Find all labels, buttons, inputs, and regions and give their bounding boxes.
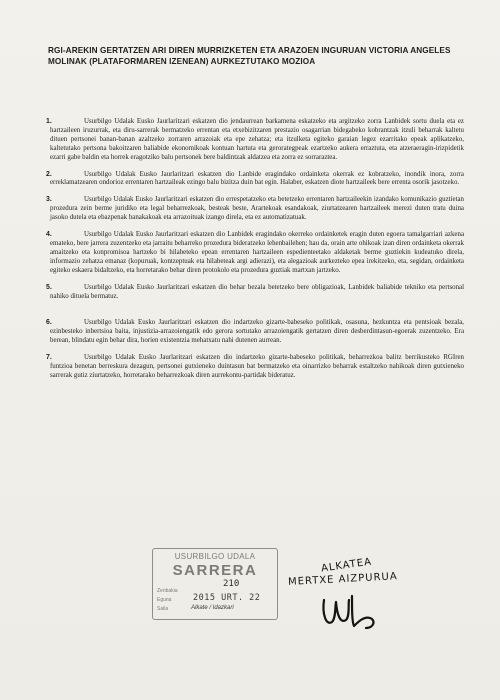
stamp-label: SARRERA (172, 562, 258, 579)
stamp-registry-number: 210 (223, 579, 240, 589)
stamp-date: 2015 URT. 22 (193, 593, 261, 603)
item-number: 5. (46, 283, 52, 291)
item-number: 7. (46, 354, 52, 362)
stamp-organization: USURBILGO UDALA (174, 552, 256, 561)
stamp-row-department: Saila (157, 606, 169, 612)
item-number: 2. (46, 170, 52, 178)
signature-mark (318, 592, 384, 634)
item-text: Usurbilgo Udalak Eusko Jaurlaritzari eskatzen dio indartzeko gizarte-babeseko politikak, osasuna, hezkuntza eta pentsioak bezala, ezinbesteko inbertsioa baita, injustizia-arrazoiengatik edo gerora sortutako arrazoiengatik gertatzen diren desberdintasun-egoerak zuzentzeko. Era berean, blindatu egin behar dira, horien existentzia mehatxatu nahi dutenen aurrean. (50, 319, 464, 345)
item-number: 3. (46, 196, 52, 204)
item-text: Usurbilgo Udalak Eusko Jaurlaritzari eskatzen dio Lanbide eragindako ordainketa okerrak ez kobratzeko, inondik inora, zorra erreklamatzearen ondorioz errentaren hartzaileak ezingo balu bizitza duin bat egin. Halaber, eskatzen diote hartzaileek bere errenta osorik jasotzeko. (50, 170, 464, 187)
stamp-row-number: Zenbakia (157, 588, 178, 594)
item-text: Usurbilgo Udalak Eusko Jaurlaritzari eskatzen dio jendaurrean barkamena eskatzeko eta argitzeko zorra Lanbidek sortu duela eta ez hartzaileen iruzurrak, eta diru-sarrerak bermatzeko errentan eta etxebizitzaren prestazio osagarrian bidegabeko kobrantzak itzuli beharrak kaltetu dituen pertsonei banan-banan azaltzeko zorraren arrazoiak eta epe zehatza; eta itzulketa egiteko garaian legez ezarritako epeak aplikatzeko, kaltetutako pertsona bakoitzaren baliabide ekonomikoak kontuan hartuta eta gerorategpeak ezartzeko aukera erraztuta, eta atzeraeragin-irizpidetik ezarri gabe baldin eta horrek eragotziko balu pertsonek bere baldintzak aldatzea eta zorra ez sorraraztea. (50, 118, 464, 161)
handwritten-role: ALKATEA (320, 556, 373, 575)
item-text: Usurbilgo Udalak Eusko Jaurlaritzari eskatzen dio indartzeko gizarte-babeseko politikak, beharrezkoa balitz berrikusteko RGIren funtzioa benetan berreskura dezagun, pertsonei gutxieneko duintasun bat bermatzeko eta oinarrizko beharrak estaltzeko nahikoak diren gutxieneko sarrerak gutiz ziurtatzeko, horretarako beharrezkoak diren aurrekontu-partidak bideratuz. (50, 354, 464, 379)
item-text: Usurbilgo Udalak Eusko Jaurlaritzari eskatzen dio Lanbidek eragindako okerreko ordainketek eragin duten egoera tamalgarriari azkena emateko, bere jarrera zuzentzeko eta jarraitu beharreko prozedura bideratzeko lehenbailehen; hau da, orain arte ohikoak izan diren ordainketa okerrak amaitzeko eta konpromisoa hartzeko bi hilabeteko epean errentaren hartzaileen espedienteetako aldaketak berme guztiekin kudeatuko direla, informazio zehatza emanaz (kopuruak, kontzeptuak eta hilabeteak argi adierazi), eta alegazioak aurkezteko epea irekitzeko, eta, segidan, ordainketa egiteko eskaera bidaltzeko, eta horretarako behar diren protokolo eta prozedura guztiak martxan jartzeko. (50, 231, 464, 274)
item-number: 1. (46, 118, 52, 125)
motion-list (46, 118, 464, 389)
document-title: RGI-AREKIN GERTATZEN ARI DIREN MURRIZKETEN ETA ARAZOEN INGURUAN VICTORIA ANGELES MOLINAK (PLATAFORMAREN IZENEAN) AURKEZTUTAKO MOZIOA (48, 46, 451, 66)
item-text: Usurbilgo Udalak Eusko Jaurlaritzari eskatzen dio errespetatzeko eta betetzeko errentaren hartzaileekin izandako komunikazio guztietan prozedura zein berme juridiko eta legal beharrezkoak, besteak beste, Arartekoak esandakoak, ziurtatzearen hartzaileek merezi duten tratu duina jasoko dutela eta ebazpenak banakakoak eta arrazoituak izango direla, eta ez automatizatuak. (50, 196, 464, 222)
handwritten-name: MERTXE AIZPURUA (287, 571, 398, 588)
stamp-handwritten: Alkate / Idazkari (191, 605, 234, 611)
item-number: 4. (46, 231, 52, 239)
motion-item-4 (46, 231, 464, 276)
motion-item-5 (46, 284, 464, 302)
item-number: 6. (46, 319, 52, 327)
item-text: Usurbilgo Udalak Eusko Jaurlaritzari eskatzen dio behar bezala betetzeko bere obligazioak, Lanbidek baliabide tekniko eta pertsonal nahiko dituela bermatuz. (50, 283, 464, 300)
motion-item-2 (46, 171, 464, 189)
motion-item-1 (46, 118, 464, 163)
stamp-row-date: Eguna (157, 597, 172, 603)
registry-stamp (152, 548, 278, 620)
motion-item-3 (46, 196, 464, 223)
motion-item-6 (46, 319, 464, 346)
motion-item-7 (46, 354, 464, 381)
